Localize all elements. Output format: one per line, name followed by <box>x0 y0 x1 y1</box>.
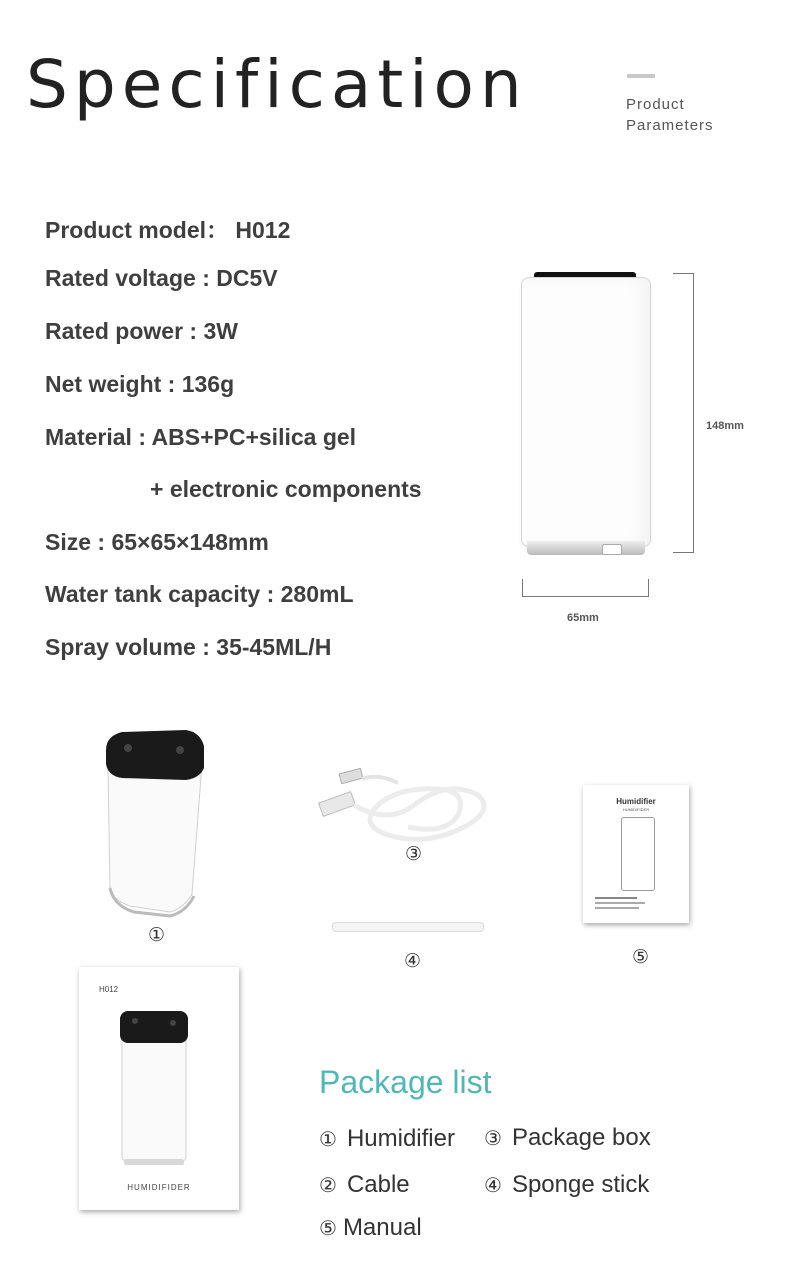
sponge-stick-image <box>332 922 484 932</box>
spec-spray-volume: Spray volume : 35-45ML/H <box>45 634 332 660</box>
manual-image <box>583 785 689 923</box>
width-dimension-label: 65mm <box>567 612 599 624</box>
package-number-3: ③ <box>405 843 423 865</box>
device-front-view <box>521 277 651 547</box>
spec-water-tank: Water tank capacity : 280mL <box>45 581 354 607</box>
box-product-label: HUMIDIFIDER <box>127 1183 191 1192</box>
package-number-5: ⑤ <box>632 946 650 968</box>
manual-text-line <box>595 897 637 899</box>
spec-rated-power: Rated power : 3W <box>45 318 238 344</box>
spec-material-cont: + electronic components <box>150 476 422 502</box>
manual-text-line <box>595 902 645 904</box>
package-number-1: ① <box>148 924 166 946</box>
spec-material: Material : ABS+PC+silica gel <box>45 424 357 450</box>
item-number: ③ <box>484 1126 502 1150</box>
package-list-title: Package list <box>319 1064 492 1100</box>
package-list-item-manual <box>319 1214 422 1242</box>
height-dimension-line <box>693 273 694 553</box>
device-power-button <box>602 544 622 555</box>
manual-device-outline <box>621 817 655 891</box>
width-dimension-tick-right <box>648 579 649 597</box>
tag-line-product: Product <box>626 96 685 113</box>
tag-line-parameters: Parameters <box>626 117 714 134</box>
package-list-item-sponge-stick <box>484 1171 649 1199</box>
usb-cable-image <box>318 765 490 850</box>
item-number: ⑤ <box>319 1216 337 1240</box>
width-dimension-line <box>522 596 649 597</box>
package-number-4: ④ <box>404 950 422 972</box>
box-humidifier-illustration <box>119 1009 191 1169</box>
height-dimension-tick-top <box>673 273 694 274</box>
spec-product-model: Product model： H012 <box>45 217 291 243</box>
humidifier-image <box>100 728 212 918</box>
item-label: Sponge stick <box>511 1171 650 1198</box>
device-base <box>527 541 645 555</box>
manual-subtitle: HUMIDIFIDER <box>622 807 650 812</box>
package-list-item-package-box <box>484 1124 651 1152</box>
spec-size: Size : 65×65×148mm <box>45 529 269 555</box>
item-label: Manual <box>342 1214 422 1241</box>
item-number: ② <box>319 1173 337 1197</box>
width-dimension-tick-left <box>522 579 523 597</box>
height-dimension-tick-bottom <box>673 552 694 553</box>
item-number: ① <box>319 1127 337 1151</box>
item-label: Package box <box>511 1124 651 1151</box>
spec-rated-voltage: Rated voltage : DC5V <box>45 265 278 291</box>
package-list-item-humidifier <box>319 1125 455 1153</box>
box-model-label: H012 <box>99 985 119 994</box>
item-label: Humidifier <box>346 1125 455 1152</box>
item-label: Cable <box>346 1171 410 1198</box>
spec-net-weight: Net weight : 136g <box>45 371 235 397</box>
tag-divider <box>627 74 655 78</box>
height-dimension-label: 148mm <box>706 420 744 432</box>
package-box-image <box>79 967 239 1210</box>
package-list-item-cable <box>319 1171 410 1199</box>
page-title: Specification <box>26 46 528 123</box>
item-number: ④ <box>484 1173 502 1197</box>
manual-text-line <box>595 907 639 909</box>
manual-title: Humidifier <box>616 797 656 806</box>
